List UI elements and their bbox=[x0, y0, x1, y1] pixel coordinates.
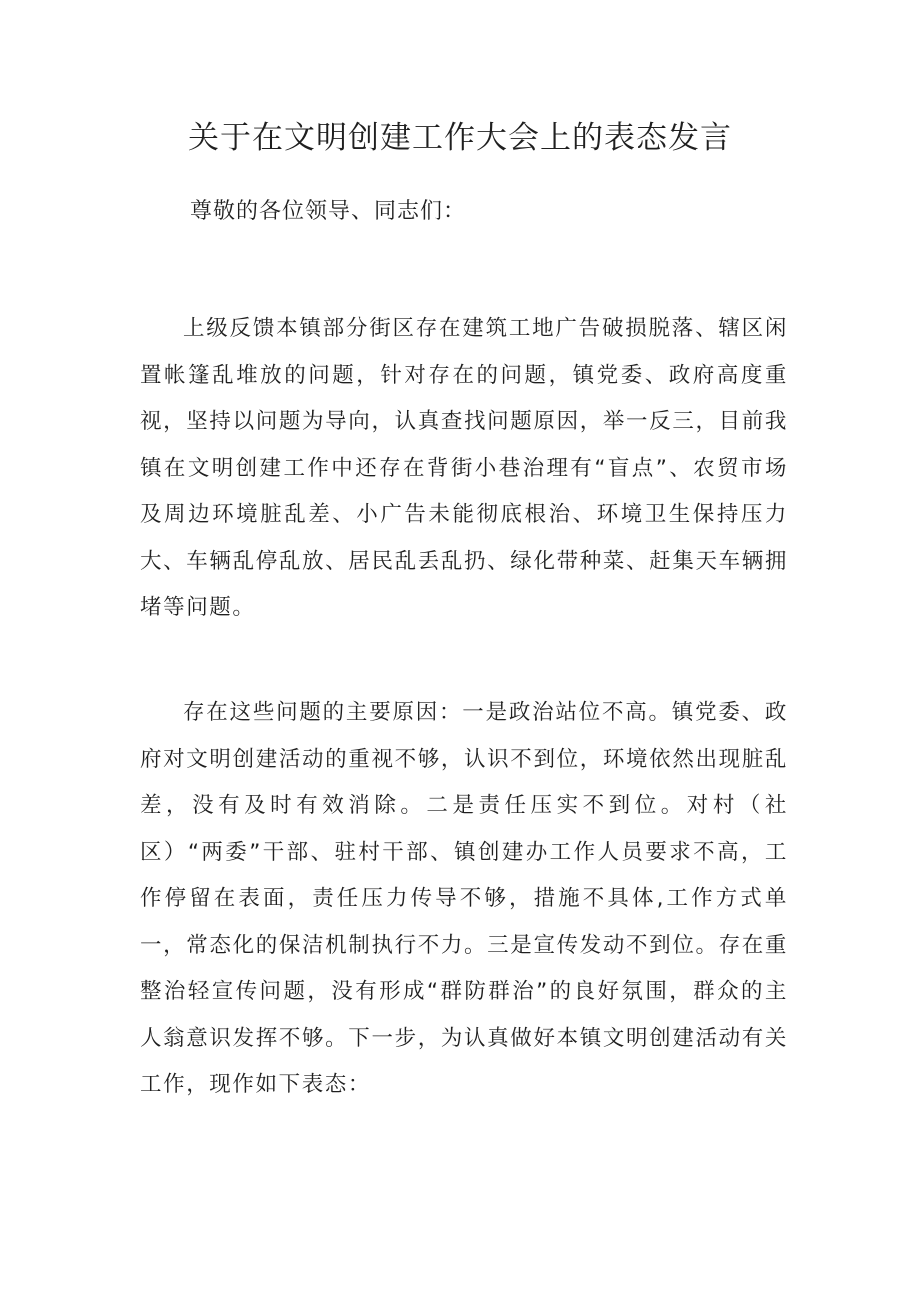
body-paragraph-issues: 上级反馈本镇部分街区存在建筑工地广告破损脱落、辖区闲置帐篷乱堆放的问题，针对存在的问题，镇党委、政府高度重视，坚持以问题为导向，认真查找问题原因，举一反三，目前我镇在文明创建工作中还存在背街小巷治理有“盲点”、农贸市场及周边环境脏乱差、小广告未能彻底根治、环境卫生保持压力大、车辆乱停乱放、居民乱丢乱扔、绿化带种菜、赶集天车辆拥堵等问题。 bbox=[140, 316, 788, 620]
body-paragraph-causes: 存在这些问题的主要原因：一是政治站位不高。镇党委、政府对文明创建活动的重视不够，认识不到位，环境依然出现脏乱差，没有及时有效消除。二是责任压实不到位。对村（社区）“两委”干部、驻村干部、镇创建办工作人员要求不高，工作停留在表面，责任压力传导不够，措施不具体,工作方式单一，常态化的保洁机制执行不力。三是宣传发动不到位。存在重整治轻宣传问题，没有形成“群防群治”的良好氛围，群众的主人翁意识发挥不够。下一步，为认真做好本镇文明创建活动有关工作，现作如下表态： bbox=[140, 700, 788, 1097]
greeting-line: 尊敬的各位领导、同志们： bbox=[190, 199, 467, 224]
document-title: 关于在文明创建工作大会上的表态发言 bbox=[188, 120, 732, 156]
